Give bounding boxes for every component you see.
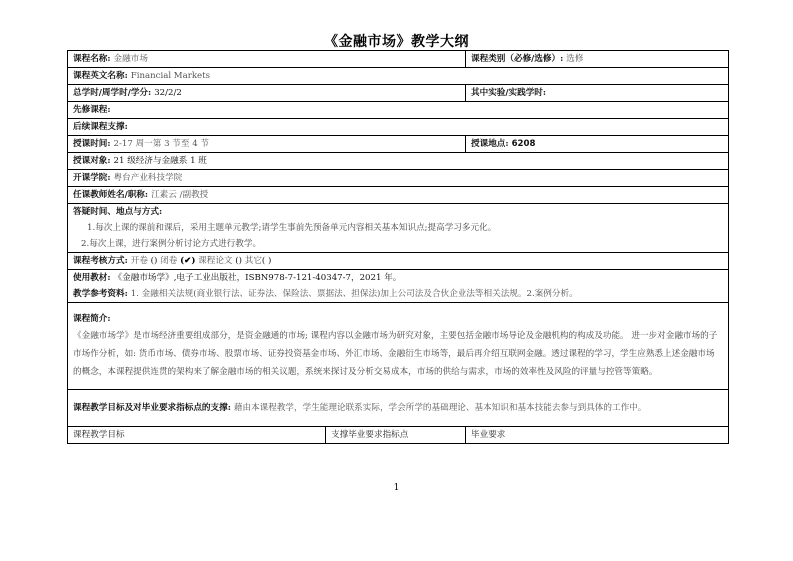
college-value: 粤台产业科技学院 (113, 172, 183, 183)
row-prerequisite (68, 102, 729, 119)
teacher-label: 任课教师姓名/职称: (73, 189, 152, 200)
row-intro (68, 303, 729, 390)
schedule-cell (68, 136, 466, 153)
hours-value: 32/2/2 (154, 87, 182, 98)
college-label: 开课学院: (73, 172, 114, 183)
goal-header-indicator: 支撑毕业要求指标点 (326, 427, 466, 444)
prerequisite-cell (68, 102, 729, 119)
audience-cell (68, 153, 729, 170)
textbook-cell (68, 270, 729, 287)
intro-label: 课程简介: (73, 314, 111, 324)
course-type-value: 选修 (566, 53, 584, 64)
english-name-value: Financial Markets (130, 70, 210, 81)
english-name-cell (68, 68, 729, 85)
assessment-option-paper: 课程论文 () (198, 255, 242, 266)
english-name-label: 课程英文名称: (73, 70, 131, 81)
row-college (68, 170, 729, 187)
goal-header-objective: 课程教学目标 (68, 427, 326, 444)
objectives-cell (68, 390, 729, 427)
references-cell (68, 286, 729, 303)
teacher-value: 江素云 /副教授 (151, 189, 209, 200)
qa-label: 答疑时间、地点与方式: (73, 207, 163, 217)
goal-table-header-row (68, 427, 729, 444)
schedule-value: 2-17 周一第 3 节至 4 节 (113, 138, 210, 149)
page-number: 1 (393, 483, 400, 493)
row-assessment (68, 253, 729, 270)
location-cell (466, 136, 729, 153)
assessment-option-open: 开卷 () (130, 255, 158, 266)
course-name-label: 课程名称: (73, 53, 114, 64)
practice-hours-label: 其中实验/实践学时: (471, 87, 547, 98)
prerequisite-label: 先修课程: (73, 104, 111, 115)
intro-text: 《金融市场学》是市场经济重要组成部分，是资金融通的市场; 课程内容以金融市场为研究对象，主要包括金融市场导论及金融机构的构成及功能。 进一步对金融市场的子市场作分析，如: 货币市场、债券市场、股票市场、证券投资基金市场、外汇市场、金融衍生市场等，最后再介绍互联网金融。透过课程的学习，学生应熟悉上述金融市场的概念，本课程提供连贯的架构来了解金融市场的相关议题，系统来探讨及分析交易成本，市场的供给与需求，市场的效率性及风险的评量与控管等策略。 (73, 331, 718, 377)
assessment-option-closed: 闭卷 (✔) (160, 255, 196, 266)
textbook-value: 《金融市场学》,电子工业出版社，ISBN978-7-121-40347-7，2021 年。 (113, 272, 402, 283)
row-teacher (68, 187, 729, 204)
practice-hours-cell (466, 85, 729, 102)
row-course-name (68, 51, 729, 68)
goal-header-requirement: 毕业要求 (466, 427, 729, 444)
row-objectives (68, 390, 729, 427)
syllabus-table (67, 50, 729, 444)
qa-item-1: 1.每次上课的课前和课后，采用主题单元教学;请学生事前先预备单元内容相关基本知识点;提高学习多元化。 (87, 223, 497, 233)
course-name-cell (68, 51, 466, 68)
qa-cell (68, 204, 729, 253)
row-textbook (68, 270, 729, 287)
row-hours (68, 85, 729, 102)
checkbox-other: ( ) (261, 255, 272, 266)
course-type-label: 课程类别（必修/选修）: (471, 53, 567, 64)
hours-cell (68, 85, 466, 102)
followup-cell (68, 119, 729, 136)
college-cell (68, 170, 729, 187)
assessment-cell (68, 253, 729, 270)
row-references (68, 286, 729, 303)
row-schedule (68, 136, 729, 153)
row-followup (68, 119, 729, 136)
schedule-label: 授课时间: (73, 138, 114, 149)
course-name-value: 金融市场 (113, 53, 148, 64)
audience-label: 授课对象: (73, 155, 114, 166)
assessment-option-other: 其它( ) (244, 255, 272, 266)
checkbox-paper: () (235, 255, 242, 266)
teacher-cell (68, 187, 729, 204)
row-qa (68, 204, 729, 253)
followup-label: 后续课程支撑: (73, 121, 128, 132)
qa-item-2: 2.每次上课，进行案例分析讨论方式进行教学。 (81, 239, 262, 249)
objectives-label: 课程教学目标及对毕业要求指标点的支撑: (73, 403, 234, 413)
intro-cell (68, 303, 729, 390)
audience-value: 21 级经济与金融系 1 班 (113, 155, 207, 166)
checkmark-icon: (✔) (180, 255, 196, 266)
location-value: 6208 (511, 138, 536, 149)
location-label: 授课地点: (471, 138, 512, 149)
references-value: 1. 金融相关法规(商业银行法、证券法、保险法、票据法、担保法)加上公司法及合伙企业法等相关法规。2.案例分析。 (130, 288, 578, 299)
row-audience (68, 153, 729, 170)
assessment-label: 课程考核方式: (73, 255, 131, 266)
course-type-cell (466, 51, 729, 68)
textbook-label: 使用教材: (73, 272, 114, 283)
checkbox-open: () (150, 255, 158, 266)
references-label: 教学参考资料: (73, 288, 131, 299)
hours-label: 总学时/周学时/学分: (73, 87, 155, 98)
objectives-value: 藉由本课程教学，学生能理论联系实际，学会所学的基础理论、基本知识和基本技能去参与到具体的工作中。 (233, 403, 647, 413)
row-english-name (68, 68, 729, 85)
document-title: 《金融市场》教学大纲 (324, 34, 469, 50)
